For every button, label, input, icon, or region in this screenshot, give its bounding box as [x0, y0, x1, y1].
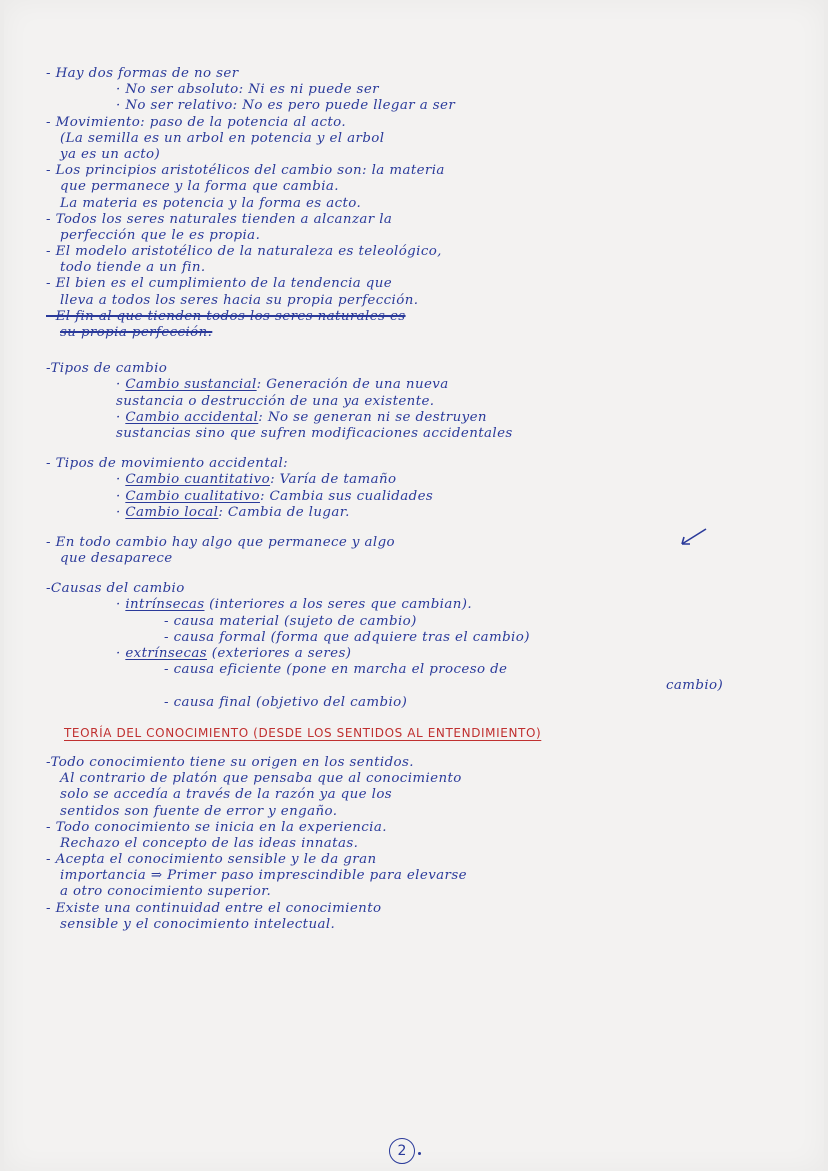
- note-line: - El bien es el cumplimiento de la tendencia que: [46, 276, 393, 292]
- note-line: -Todo conocimiento tiene su origen en los sentidos.: [46, 754, 414, 770]
- list-item: · extrínsecas (exteriores a seres): [116, 646, 352, 661]
- note-line: - Movimiento: paso de la potencia al acto.: [46, 114, 347, 130]
- struck-line: - El fin al que tienden todos los seres naturales es: [46, 308, 406, 324]
- notebook-page: [4, 0, 824, 1171]
- list-item: · Cambio cuantitativo: Varía de tamaño: [116, 472, 397, 488]
- note-line: a otro conocimiento superior.: [60, 884, 272, 900]
- note-line: ya es un acto): [60, 146, 161, 162]
- note-line: - Todo conocimiento se inicia en la experiencia.: [46, 819, 387, 835]
- definition: : Cambia sus cualidades: [259, 488, 434, 504]
- note-line: - causa formal (forma que adquiere tras el cambio): [164, 629, 530, 645]
- note-line: · No ser relativo: No es pero puede llegar a ser: [116, 98, 456, 114]
- definition: : Generación de una nueva: [256, 377, 449, 393]
- definition: : No se generan ni se destruyen: [258, 409, 487, 425]
- note-line: importancia ⇒ Primer paso imprescindible para elevarse: [60, 868, 467, 884]
- note-line: - Todos los seres naturales tienden a alcanzar la: [46, 211, 393, 227]
- page-number: 2: [389, 1138, 415, 1164]
- note-line: Rechazo el concepto de las ideas innatas.: [60, 835, 359, 851]
- term: Cambio local: [125, 504, 219, 520]
- note-line: La materia es potencia y la forma es acto.: [60, 195, 362, 211]
- note-line: sustancia o destrucción de una ya existente.: [116, 393, 435, 409]
- list-item: · Cambio accidental: No se generan ni se destruyen: [116, 409, 487, 425]
- page-number-dot: [418, 1152, 421, 1155]
- term: intrínsecas: [125, 597, 205, 613]
- note-line: que desaparece: [60, 551, 173, 567]
- definition: : Varía de tamaño: [270, 472, 397, 488]
- handwritten-notes: [46, 66, 816, 933]
- note-line: - Los principios aristotélicos del cambio son: la materia: [46, 163, 445, 179]
- note-line: · No ser absoluto: Ni es ni puede ser: [116, 82, 379, 98]
- note-line: - El modelo aristotélico de la naturaleza es teleológico,: [46, 244, 442, 260]
- definition: (exteriores a seres): [207, 646, 352, 661]
- term: extrínsecas: [125, 646, 208, 661]
- note-line: - causa final (objetivo del cambio): [164, 694, 408, 710]
- arrow-down-left-icon: [676, 527, 710, 547]
- note-line: - Hay dos formas de no ser: [46, 66, 239, 81]
- note-line: cambio): [666, 678, 724, 694]
- list-item: · intrínsecas (interiores a los seres que cambian).: [116, 597, 473, 613]
- note-line: (La semilla es un arbol en potencia y el arbol: [60, 130, 385, 146]
- term: Cambio cuantitativo: [125, 472, 271, 488]
- note-line: solo se accedía a través de la razón ya que los: [60, 787, 393, 803]
- note-line: lleva a todos los seres hacia su propia perfección.: [60, 292, 419, 308]
- note-line: todo tiende a un fin.: [60, 260, 206, 276]
- definition: : Cambia de lugar.: [218, 504, 350, 520]
- note-line: sustancias sino que sufren modificaciones accidentales: [116, 425, 513, 441]
- term: Cambio cualitativo: [125, 488, 260, 504]
- note-line: - En todo cambio hay algo que permanece y algo: [46, 534, 396, 550]
- note-line: - Acepta el conocimiento sensible y le da gran: [46, 852, 377, 868]
- term: Cambio accidental: [125, 409, 259, 425]
- struck-line: su propia perfección.: [60, 325, 213, 340]
- note-line: que permanece y la forma que cambia.: [60, 179, 339, 195]
- note-line: sentidos son fuente de error y engaño.: [60, 803, 338, 819]
- section-title: -Causas del cambio: [46, 581, 185, 597]
- section-title: -Tipos de cambio: [46, 361, 168, 377]
- note-line: perfección que le es propia.: [60, 227, 261, 243]
- list-item: · Cambio sustancial: Generación de una nueva: [116, 377, 449, 393]
- note-line: - Existe una continuidad entre el conocimiento: [46, 900, 382, 916]
- note-line: - causa eficiente (pone en marcha el proceso de: [164, 662, 508, 678]
- section-title: - Tipos de movimiento accidental:: [46, 456, 289, 472]
- section-heading: TEORÍA DEL CONOCIMIENTO (DESDE LOS SENTIDOS AL ENTENDIMIENTO): [64, 725, 542, 740]
- note-line: - causa material (sujeto de cambio): [164, 613, 417, 629]
- definition: (interiores a los seres que cambian).: [204, 597, 473, 613]
- list-item: · Cambio cualitativo: Cambia sus cualidades: [116, 488, 434, 504]
- list-item: · Cambio local: Cambia de lugar.: [116, 504, 350, 520]
- term: Cambio sustancial: [125, 377, 257, 393]
- note-line: sensible y el conocimiento intelectual.: [60, 916, 336, 932]
- note-line: Al contrario de platón que pensaba que al conocimiento: [60, 771, 462, 787]
